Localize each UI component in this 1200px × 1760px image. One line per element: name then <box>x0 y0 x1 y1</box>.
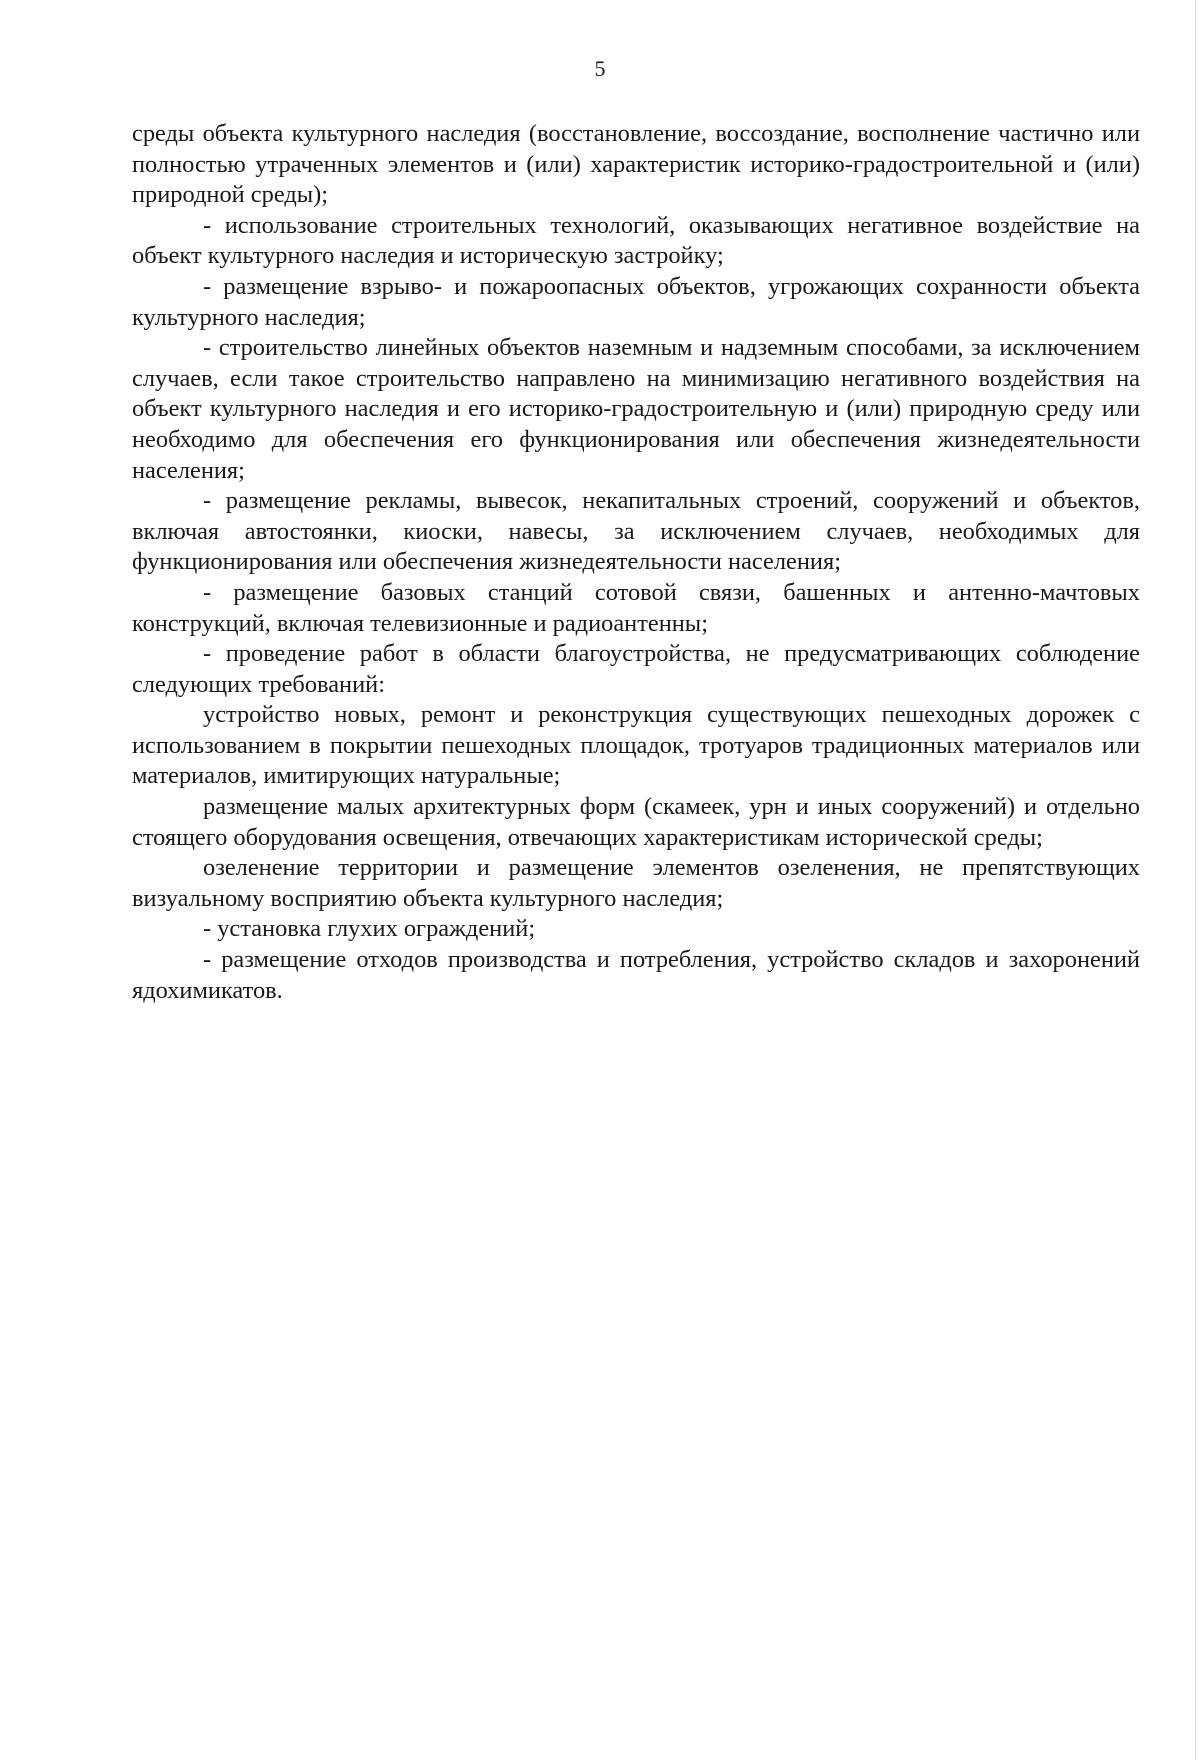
paragraph-fences: - установка глухих ограждений; <box>203 915 536 943</box>
paragraph-advertising: - размещение рекламы, вывесок, некапитальных строений, сооружений и объектов, включая автостоянки, киоски, навесы, за исключением случаев, необходимых для функционирования или обеспечения жизнедеятельности населения; <box>132 487 1140 576</box>
document-body <box>132 119 1140 1006</box>
scan-edge-line <box>1195 0 1196 1760</box>
paragraph-building-technologies: - использование строительных технологий, оказывающих негативное воздействие на объект культурного наследия и историческую застройку; <box>132 211 1140 270</box>
paragraph-continuation: среды объекта культурного наследия (восстановление, воссоздание, восполнение частично или полностью утраченных элементов и (или) характеристик историко-градостроительной и (или) природной среды); <box>132 120 1140 209</box>
paragraph-hazardous-objects: - размещение взрыво- и пожароопасных объектов, угрожающих сохранности объекта культурного наследия; <box>132 272 1140 331</box>
paragraph-waste: - размещение отходов производства и потребления, устройство складов и захоронений ядохимикатов. <box>132 946 1140 1004</box>
page-number: 5 <box>594 56 606 81</box>
paragraph-greening: озеленение территории и размещение элементов озеленения, не препятствующих визуальному восприятию объекта культурного наследия; <box>132 854 1140 912</box>
paragraph-cell-stations: - размещение базовых станций сотовой связи, башенных и антенно-мачтовых конструкций, включая телевизионные и радиоантенны; <box>132 578 1140 637</box>
paragraph-footpaths: устройство новых, ремонт и реконструкция существующих пешеходных дорожек с использованием в покрытии пешеходных площадок, тротуаров традиционных материалов или материалов, имитирующих натуральные; <box>132 701 1140 790</box>
paragraph-small-forms: размещение малых архитектурных форм (скамеек, урн и иных сооружений) и отдельно стоящего оборудования освещения, отвечающих характеристикам исторической среды; <box>132 793 1140 851</box>
paragraph-landscaping: - проведение работ в области благоустройства, не предусматривающих соблюдение следующих требований: <box>132 640 1140 698</box>
paragraph-linear-objects: - строительство линейных объектов наземным и надземным способами, за исключением случаев, если такое строительство направлено на минимизацию негативного воздействия на объект культурного наследия и его историко-градостроительную и (или) природную среду или необходимо для обеспечения его функционирования или обеспечения жизнедеятельности населения; <box>132 334 1140 484</box>
